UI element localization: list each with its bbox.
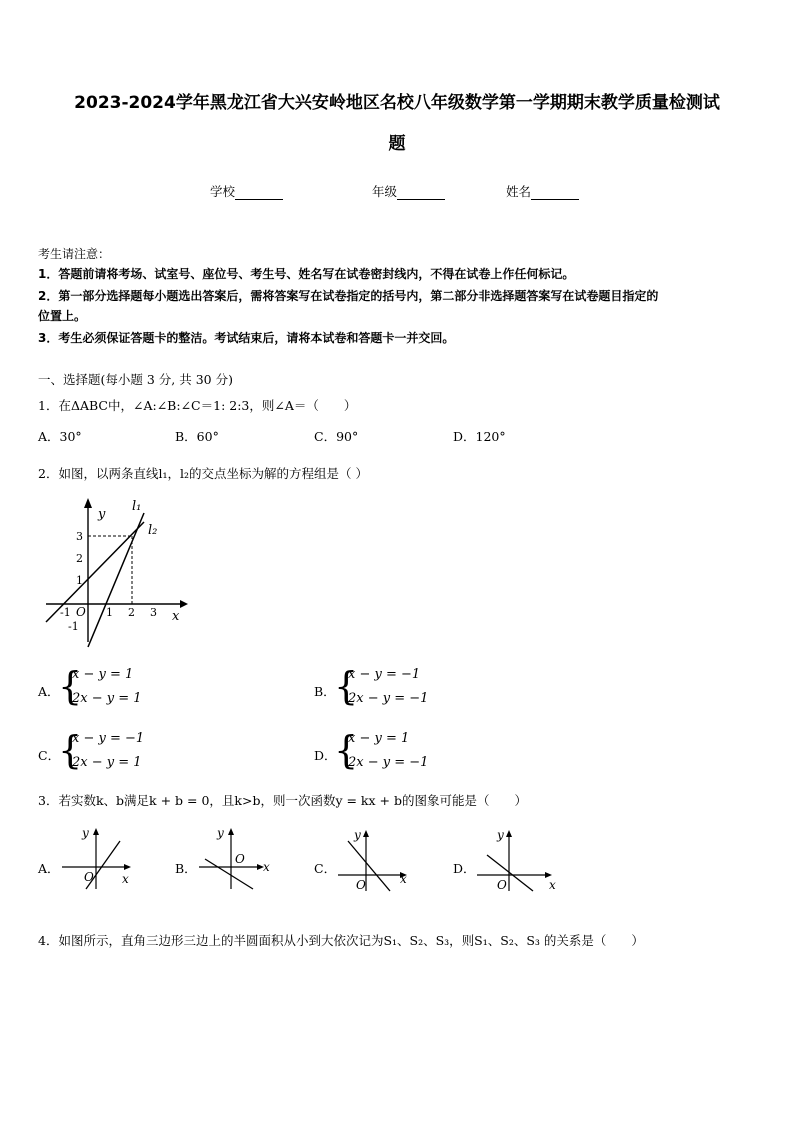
x-axis-label: x — [122, 872, 129, 886]
q3-option-c-letter[interactable]: C． — [314, 861, 337, 876]
tick-y-1: 1 — [76, 574, 83, 587]
question-4-stem: 4．如图所示，直角三边形三边上的半圆面积从小到大依次记为S₁、S₂、S₃，则S₁、S₂、S₃ 的关系是（ ） — [38, 933, 644, 948]
equation: x − y = 1 — [348, 731, 410, 746]
grade-label: 年级 — [372, 184, 398, 199]
equation: 2x − y = 1 — [72, 691, 142, 706]
y-axis-label: y — [217, 826, 224, 840]
q3-option-b-letter[interactable]: B． — [175, 861, 197, 876]
function-line — [487, 855, 533, 891]
tick-x-minus-1: -1 — [60, 606, 71, 619]
q1-option-c[interactable]: C．90° — [314, 429, 359, 444]
tick-x-2: 2 — [128, 606, 135, 619]
page-title: 2023-2024学年黑龙江省大兴安岭地区名校八年级数学第一学期期末教学质量检测试 — [74, 93, 720, 113]
arrow-icon — [363, 830, 369, 837]
line-l2 — [88, 513, 144, 647]
brace-icon: { — [58, 664, 83, 708]
q2-option-a-letter[interactable]: A． — [38, 684, 60, 699]
origin-label: O — [497, 878, 507, 892]
q3-option-d-graph[interactable] — [473, 823, 563, 893]
notice-item: 3．考生必须保证答题卡的整洁。考试结束后，请将本试卷和答题卡一并交回。 — [38, 331, 455, 345]
q2-option-d-letter[interactable]: D． — [314, 748, 337, 763]
name-label: 姓名 — [506, 184, 532, 199]
arrow-icon — [93, 828, 99, 835]
notice-heading: 考生请注意： — [38, 247, 111, 261]
equation: x − y = −1 — [348, 667, 421, 682]
brace-icon: { — [334, 728, 359, 772]
function-line — [348, 841, 390, 891]
question-1-stem: 1．在ΔABC中，∠A:∠B:∠C＝1: 2:3，则∠A＝（ ） — [38, 398, 357, 413]
y-axis-label: y — [98, 507, 106, 522]
equation: x − y = −1 — [72, 731, 145, 746]
notice-item: 1．答题前请将考场、试室号、座位号、考生号、姓名写在试卷密封线内，不得在试卷上作任何标记。 — [38, 267, 575, 281]
y-axis-label: y — [497, 828, 504, 842]
arrow-icon — [124, 864, 131, 870]
line-l1-label: l₁ — [132, 499, 142, 514]
x-axis-label: x — [549, 878, 556, 892]
q2-option-c-letter[interactable]: C． — [38, 748, 61, 763]
q2-graph — [40, 492, 200, 652]
notice-item: 2．第一部分选择题每小题选出答案后，需将答案写在试卷指定的括号内，第二部分非选择题答案写在试卷题目指定的 — [38, 289, 659, 303]
x-axis-label: x — [172, 609, 180, 624]
x-axis-label: x — [400, 872, 407, 886]
page-title-continued: 题 — [388, 134, 406, 154]
y-axis-arrow-icon — [84, 498, 92, 508]
q3-option-a-letter[interactable]: A． — [38, 861, 60, 876]
line-l2-label: l₂ — [148, 523, 158, 538]
origin-label: O — [76, 605, 86, 619]
tick-x-3: 3 — [150, 606, 157, 619]
y-axis-label: y — [354, 828, 361, 842]
origin-label: O — [235, 852, 245, 866]
notice-item: 位置上。 — [38, 309, 87, 323]
origin-label: O — [356, 878, 366, 892]
name-field[interactable] — [506, 182, 579, 200]
x-axis-label: x — [263, 860, 270, 874]
q1-option-b[interactable]: B．60° — [175, 429, 219, 444]
section-heading: 一、选择题(每小题 3 分, 共 30 分) — [38, 372, 233, 387]
brace-icon: { — [334, 664, 359, 708]
q3-option-a-graph[interactable] — [58, 823, 138, 893]
arrow-icon — [506, 830, 512, 837]
q3-option-c-graph[interactable] — [334, 823, 414, 893]
equation: 2x − y = 1 — [72, 755, 142, 770]
x-axis-arrow-icon — [180, 600, 188, 608]
grade-blank[interactable] — [397, 187, 445, 200]
tick-x-1: 1 — [106, 606, 113, 619]
q1-option-d[interactable]: D．120° — [453, 429, 506, 444]
tick-y-2: 2 — [76, 552, 83, 565]
school-blank[interactable] — [235, 187, 283, 200]
question-2-stem: 2．如图，以两条直线l₁，l₂的交点坐标为解的方程组是（ ） — [38, 466, 368, 481]
function-line — [205, 859, 253, 889]
equation: x − y = 1 — [72, 667, 134, 682]
q3-option-d-letter[interactable]: D． — [453, 861, 476, 876]
y-axis-label: y — [82, 826, 89, 840]
q2-option-b-letter[interactable]: B． — [314, 684, 336, 699]
brace-icon: { — [58, 728, 83, 772]
q3-option-b-graph[interactable] — [195, 823, 275, 893]
school-label: 学校 — [210, 184, 236, 199]
name-blank[interactable] — [531, 187, 579, 200]
origin-label: O — [84, 870, 94, 884]
question-3-stem: 3．若实数k、b满足k + b = 0，且k>b，则一次函数y = kx + b的图象可能是（ ） — [38, 793, 527, 808]
arrow-icon — [228, 828, 234, 835]
equation: 2x − y = −1 — [348, 755, 429, 770]
q1-option-a[interactable]: A．30° — [38, 429, 82, 444]
grade-field[interactable] — [372, 182, 445, 200]
school-field[interactable] — [210, 182, 283, 200]
equation: 2x − y = −1 — [348, 691, 429, 706]
tick-y-3: 3 — [76, 530, 83, 543]
tick-y-minus-1: -1 — [68, 620, 79, 633]
